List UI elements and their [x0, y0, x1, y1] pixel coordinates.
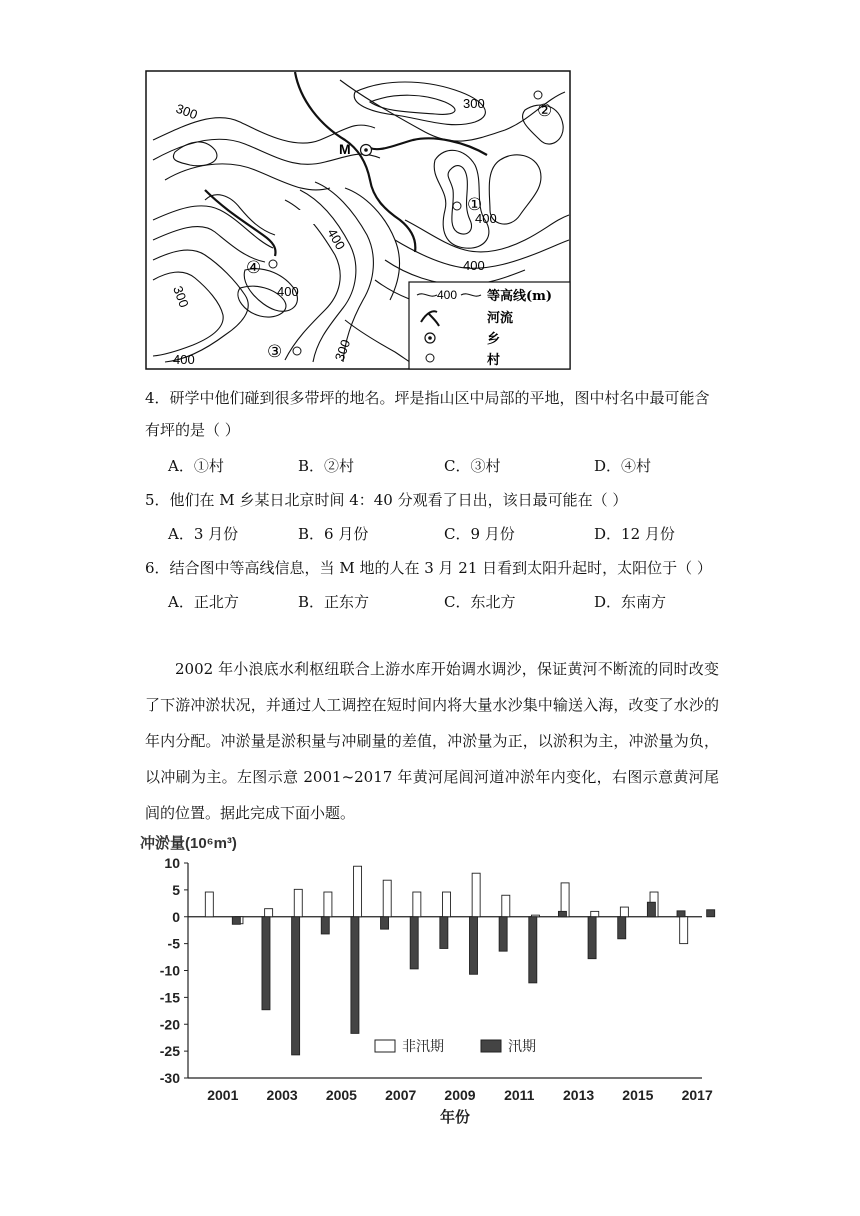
- question-5: [145, 489, 627, 511]
- option[interactable]: C．东北方: [444, 593, 516, 611]
- bar-flood-season: [647, 902, 655, 917]
- legend-village-label: 村: [487, 353, 501, 368]
- bar-non-flood-season: [354, 866, 362, 917]
- option[interactable]: A．①村: [168, 457, 224, 475]
- contour-label-400: 400: [324, 226, 349, 253]
- question-text: 4．研学中他们碰到很多带坪的地名。坪是指山区中局部的平地，图中村名中最可能含: [145, 389, 710, 407]
- options-6: [168, 591, 728, 613]
- option[interactable]: B．②村: [298, 457, 355, 475]
- x-tick-label: 2015: [622, 1087, 654, 1103]
- legend-contour-value: 400: [437, 288, 458, 302]
- bar-non-flood-season: [620, 907, 628, 917]
- question-text: 5．他们在 M 乡某日北京时间 4：40 分观看了日出，该日最可能在（ ）: [145, 491, 628, 509]
- question-6: [145, 557, 712, 579]
- bar-non-flood-season: [383, 880, 391, 917]
- options-4: [168, 455, 728, 477]
- contour-label-400: 400: [475, 211, 497, 226]
- passage: 2002 年小浪底水利枢纽联合上游水库开始调水调沙，保证黄河不断流的同时改变了下游冲淤状况，并通过人工调控在短时间内将大量水沙集中输送入海，改变了水沙的年内分配。冲淤量是淤积量与冲刷量的差值，冲淤量为正，以淤积为主，冲淤量为负，以冲刷为主。左图示意 2001~2017 年黄河尾闾河道冲淤年内变化，右图示意黄河尾闾的位置。据此完成下面小题。: [145, 660, 719, 822]
- bar-flood-season: [381, 917, 389, 929]
- village-marker: [293, 347, 301, 355]
- contour-label-300: 300: [463, 96, 485, 111]
- bar-flood-season: [351, 917, 359, 1034]
- bar-non-flood-season: [205, 892, 213, 917]
- bar-non-flood-season: [324, 892, 332, 917]
- siltation-bar-chart: [140, 828, 720, 1128]
- option[interactable]: A．3 月份: [168, 525, 239, 543]
- map-legend: [409, 282, 570, 369]
- contour-label-300: 300: [331, 337, 354, 364]
- village-label-2: ②: [537, 101, 553, 121]
- y-tick-label: 10: [164, 855, 180, 871]
- village-label-4: ④: [246, 258, 262, 278]
- x-tick-label: 2003: [266, 1087, 298, 1103]
- legend-swatch: [481, 1040, 501, 1052]
- y-tick-label: 5: [172, 881, 180, 898]
- options-5: [168, 523, 728, 545]
- village-marker: [269, 260, 277, 268]
- question-text: 6．结合图中等高线信息，当 M 地的人在 3 月 21 日看到太阳升起时，太阳位于（ ）: [145, 559, 712, 577]
- y-tick-label: -15: [159, 989, 180, 1006]
- legend-label: 非汛期: [402, 1038, 444, 1054]
- bar-flood-season: [410, 917, 418, 969]
- bar-flood-season: [588, 917, 596, 959]
- x-tick-label: 2007: [385, 1087, 417, 1103]
- township-label-m: M: [339, 141, 351, 157]
- bar-flood-season: [558, 911, 566, 916]
- legend-river-label: 河流: [487, 311, 514, 326]
- option[interactable]: C．③村: [444, 457, 501, 475]
- option[interactable]: B．6 月份: [298, 525, 369, 543]
- legend-label: 汛期: [508, 1038, 536, 1054]
- village-label-3: ③: [267, 342, 283, 362]
- contour-label-300: 300: [173, 100, 200, 123]
- bar-non-flood-season: [265, 909, 273, 917]
- x-tick-label: 2005: [325, 1087, 357, 1103]
- x-tick-label: 2013: [563, 1087, 595, 1103]
- bar-flood-season: [440, 917, 448, 949]
- x-tick-label: 2011: [504, 1087, 535, 1103]
- bar-flood-season: [677, 911, 685, 917]
- contour-label-400: 400: [463, 258, 485, 273]
- option[interactable]: D．东南方: [594, 593, 667, 611]
- bar-flood-season: [707, 910, 715, 917]
- contour-label-400: 400: [277, 284, 299, 299]
- x-tick-label: 2009: [444, 1087, 476, 1103]
- legend-swatch: [375, 1040, 395, 1052]
- y-axis-label: 冲淤量(10⁶m³): [140, 835, 237, 852]
- bar-non-flood-season: [472, 873, 480, 917]
- bar-non-flood-season: [502, 895, 510, 917]
- bar-flood-season: [232, 917, 240, 925]
- bar-flood-season: [292, 917, 300, 1055]
- village-label-1: ①: [467, 195, 483, 215]
- x-tick-label: 2017: [681, 1087, 713, 1103]
- bar-flood-season: [529, 917, 537, 983]
- option[interactable]: A．正北方: [168, 593, 239, 611]
- bar-flood-season: [262, 917, 270, 1010]
- bar-non-flood-season: [443, 892, 451, 917]
- village-legend-icon: [426, 354, 434, 362]
- option[interactable]: D．④村: [594, 457, 652, 475]
- y-tick-label: -20: [159, 1016, 180, 1033]
- question-text: 有坪的是（ ）: [145, 421, 240, 439]
- contour-label-300: 300: [170, 283, 192, 310]
- bar-flood-season: [618, 917, 626, 939]
- bar-flood-season: [499, 917, 507, 951]
- option[interactable]: C．9 月份: [444, 525, 515, 543]
- contour-label-400: 400: [173, 352, 195, 367]
- bar-non-flood-season: [680, 917, 688, 944]
- bar-non-flood-season: [591, 911, 599, 916]
- legend-township-label: 乡: [487, 332, 501, 347]
- question-4: [145, 387, 710, 441]
- bar-non-flood-season: [413, 892, 421, 917]
- bar-flood-season: [321, 917, 329, 934]
- x-axis-label: 年份: [440, 1109, 471, 1126]
- bar-non-flood-season: [294, 889, 302, 916]
- y-tick-label: -5: [167, 935, 180, 952]
- y-tick-label: -30: [159, 1070, 180, 1086]
- option[interactable]: D．12 月份: [594, 525, 675, 543]
- option[interactable]: B．正东方: [298, 593, 370, 611]
- village-marker: [534, 91, 542, 99]
- legend-contour-label: 等高线(m): [487, 289, 553, 304]
- contour-map: [145, 70, 571, 370]
- x-tick-label: 2001: [207, 1087, 239, 1103]
- y-tick-label: -10: [159, 962, 180, 979]
- y-tick-label: -25: [159, 1043, 180, 1060]
- y-tick-label: 0: [172, 908, 180, 925]
- bar-flood-season: [470, 917, 478, 975]
- village-marker: [453, 202, 461, 210]
